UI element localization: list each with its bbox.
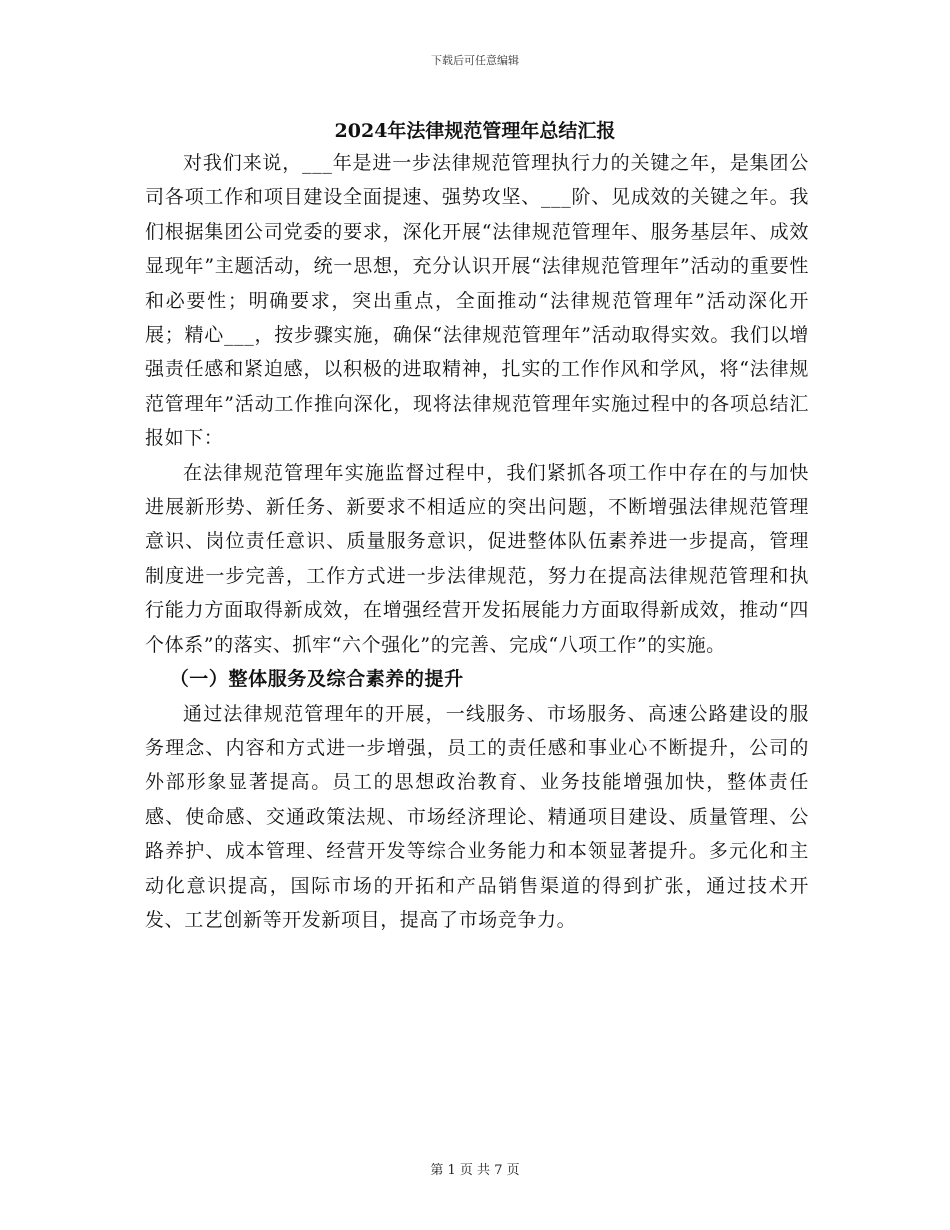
section-heading: （一）整体服务及综合素养的提升 xyxy=(169,668,464,691)
body-paragraph: 在法律规范管理年实施监督过程中，我们紧抓各项工作中存在的与加快进展新形势、新任务、新要求不相适应的突出问题，不断增强法律规范管理意识、岗位责任意识、质量服务意识，促进整体队伍素养进一步提高，管理制度进一步完善，工作方式进一步法律规范，努力在提高法律规范管理和执行能力方面取得新成效，在增强经营开发拓展能力方面取得新成效，推动“四个体系”的落实、抓牢“六个强化”的完善、完成“八项工作”的实施。 xyxy=(145,461,809,656)
intro-paragraph: 对我们来说，___年是进一步法律规范管理执行力的关键之年，是集团公司各项工作和项目建设全面提速、强势攻坚、___阶、见成效的关键之年。我们根据集团公司党委的要求，深化开展“法律规范管理年、服务基层年、成效显现年”主题活动，统一思想，充分认识开展“法律规范管理年”活动的重要性和必要性；明确要求，突出重点，全面推动“法律规范管理年”活动深化开展；精心___，按步骤实施，确保“法律规范管理年”活动取得实效。我们以增强责任感和紧迫感，以积极的进取精神，扎实的工作作风和学风，将“法律规范管理年”活动工作推向深化，现将法律规范管理年实施过程中的各项总结汇报如下： xyxy=(145,152,809,450)
page-number: 第 1 页 共 7 页 xyxy=(430,1163,520,1178)
document-body xyxy=(145,146,809,937)
section-paragraph: 通过法律规范管理年的开展，一线服务、市场服务、高速公路建设的服务理念、内容和方式进一步增强，员工的责任感和事业心不断提升，公司的外部形象显著提高。员工的思想政治教育、业务技能增强加快，整体责任感、使命感、交通政策法规、市场经济理论、精通项目建设、质量管理、公路养护、成本管理、经营开发等综合业务能力和本领显著提升。多元化和主动化意识提高，国际市场的开拓和产品销售渠道的得到扩张，通过技术开发、工艺创新等开发新项目，提高了市场竞争力。 xyxy=(145,702,809,931)
download-note: 下载后可任意编辑 xyxy=(431,54,519,67)
document-title: 2024年法律规范管理年总结汇报 xyxy=(334,120,616,142)
